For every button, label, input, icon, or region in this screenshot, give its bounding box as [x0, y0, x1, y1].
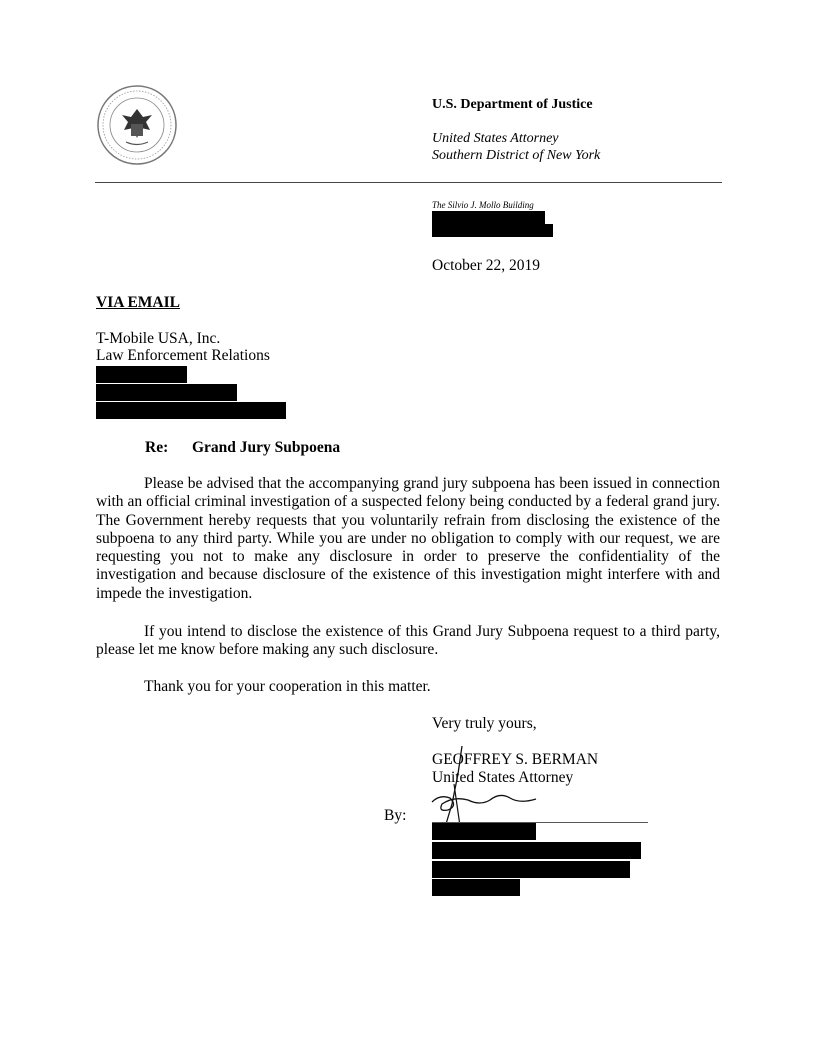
redaction-block: [96, 402, 286, 419]
body-paragraph-2: If you intend to disclose the existence of this Grand Jury Subpoena request to a third party, please let me know before making any such disclosure.: [96, 623, 720, 659]
redaction-block: [432, 224, 553, 237]
subject-text: Grand Jury Subpoena: [192, 439, 341, 456]
office-line-2: Southern District of New York: [432, 148, 601, 163]
redaction-block: [432, 823, 536, 840]
redaction-block: [96, 384, 237, 401]
building-name: The Silvio J. Mollo Building: [432, 200, 534, 210]
department-name: U.S. Department of Justice: [432, 97, 593, 112]
by-label: By:: [384, 807, 407, 824]
office-name: [432, 130, 600, 164]
redaction-block: [432, 879, 520, 896]
recipient-line-2: Law Enforcement Relations: [96, 347, 270, 364]
redaction-block: [432, 861, 630, 878]
signer-title: United States Attorney: [432, 769, 574, 786]
letterhead-divider: [95, 182, 722, 183]
redaction-block: [432, 842, 641, 859]
recipient-line-1: T-Mobile USA, Inc.: [96, 330, 221, 347]
letter-date: October 22, 2019: [432, 257, 541, 274]
doj-seal-logo: [96, 84, 178, 166]
redaction-block: [432, 211, 545, 224]
body-paragraph-1: Please be advised that the accompanying grand jury subpoena has been issued in connection with an official criminal investigation of a suspected felony being conducted by a federal grand jury. The Government hereby requests that you voluntarily refrain from disclosing the existence of the subpoena to any third party. While you are under no obligation to comply with our request, we are requesting you not to make any disclosure in order to preserve the confidentiality of the investigation and because disclosure of the existence of this investigation might interfere with and impede the investigation.: [96, 475, 720, 602]
handwritten-signature: [424, 744, 554, 828]
redaction-block: [96, 366, 187, 383]
closing: Very truly yours,: [432, 715, 537, 732]
subject-line: [145, 439, 340, 457]
delivery-method: VIA EMAIL: [96, 294, 180, 311]
office-line-1: United States Attorney: [432, 131, 559, 146]
recipient-address: [96, 330, 270, 364]
subject-label: Re:: [145, 439, 169, 456]
body-paragraph-3: Thank you for your cooperation in this matter.: [144, 678, 431, 695]
signer-name: GEOFFREY S. BERMAN: [432, 751, 599, 768]
